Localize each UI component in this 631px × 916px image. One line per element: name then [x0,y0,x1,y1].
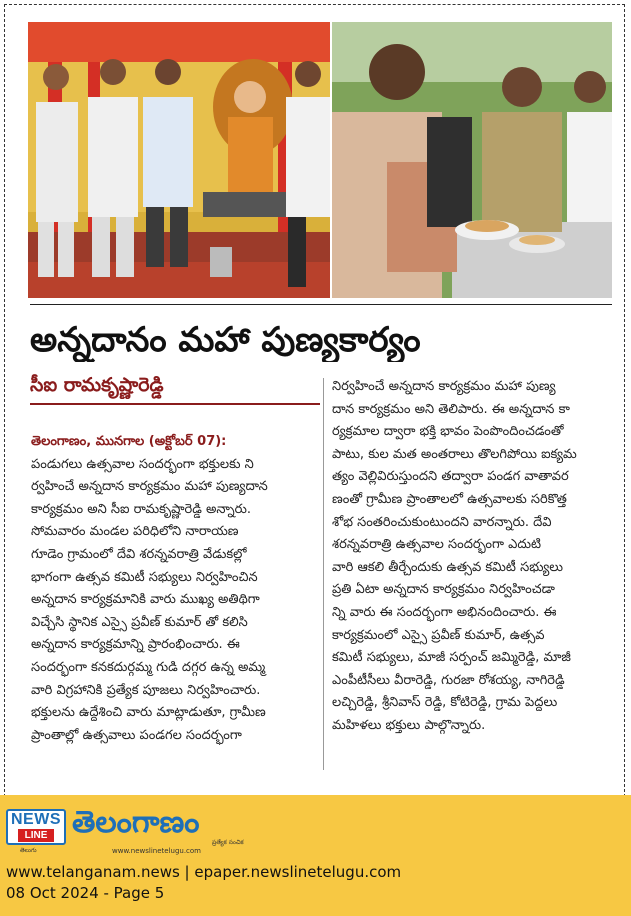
logo-line-text: LINE [18,829,54,842]
body-line: లచ్చిరెడ్డి, శ్రీనివాస్ రెడ్డి, కోటిరెడ్డి, గ్రామ పెద్దలు [332,695,558,711]
footer-bar [0,795,631,916]
byline: సీఐ రామకృష్ణారెడ్డి [30,374,164,396]
logo-subtitle: తెలుగు [20,847,37,854]
article-column-right [332,376,612,738]
footer-date-page: 08 Oct 2024 - Page 5 [6,884,165,902]
publication-name: తెలంగాణం [72,805,200,840]
body-line: భక్తులను ఉద్దేశించి వారు మాట్లాడుతూ, గ్రామీణ [31,705,266,721]
body-line: సోమవారం మండల పరిధిలోని నారాయణ [31,524,239,540]
body-line: విచ్చేసి స్థానిక ఎస్సై ప్రవీణ్ కుమార్ తో కలిసి [31,614,248,630]
food-serving-photo [332,22,612,298]
body-line: శోభ సంతరించుకుంటుందని వారన్నారు. దేవి [332,514,552,530]
body-line: కమిటీ సభ్యులు, మాజీ సర్పంచ్ జమ్మిరెడ్డి, మాజీ [332,650,571,666]
body-line: ణంతో గ్రామీణ ప్రాంతాలలో ఉత్సవాలకు సరికొత్త [332,491,567,507]
body-line: ఎంపీటీసీలు వీరారెడ్డి, గురజా రోశయ్య, నాగిరెడ్డి [332,672,565,688]
festival-photo-image [28,22,330,298]
body-line: దాన కార్యక్రమం అని తెలిపారు. ఈ అన్నదాన కా [332,401,570,417]
body-line: న్ని వారు ఈ సందర్భంగా అభినందించారు. ఈ [332,604,557,620]
dateline: తెలంగాణం, మునగాల (అక్టోబర్ 07): [31,434,227,449]
body-line: నిర్వహించే అన్నదాన కార్యక్రమం మహా పుణ్య [332,379,556,394]
body-line: పండుగలు ఉత్సవాల సందర్భంగా భక్తులకు ని [31,456,254,472]
headline: అన్నదానం మహా పుణ్యకార్యం [30,320,421,360]
body-line: కార్యక్రమంలో ఎస్సై ప్రవీణ్ కుమార్, ఉత్సవ [332,627,545,643]
footer-links[interactable]: www.telanganam.news | epaper.newslinetelugu.com [6,863,402,881]
body-line: పాటు, కుల మత అంతరాలు తొలగిపోయి ఐక్యమ [332,446,577,462]
body-line: త్యం వెల్లివిరుస్తుందని తద్వారా పండగ వాతావర [332,469,569,485]
body-line: వారి ఆకలి తీర్చేందుకు ఉత్సవ కమిటీ సభ్యులు [332,559,563,575]
body-line: సందర్భంగా కనకదుర్గమ్మ గుడి దగ్గర ఉన్న అమ్మ [31,659,266,675]
body-line: భాగంగా ఉత్సవ కమిటీ సభ్యులు నిర్వహించిన [31,569,258,585]
body-line: ర్యక్రమాల ద్వారా భక్తి భావం పెంపొందించడంతో [332,424,564,440]
brand-tagline: ప్రత్యేక సంచిక [212,839,244,846]
body-line: ర్వహించే అన్నదాన కార్యక్రమం మహా పుణ్యదాన [31,479,268,495]
body-line: ప్రాంతాల్లో ఉత్సవాలు పండగల సందర్భంగా [31,727,242,743]
body-line: వారి విగ్రహానికి ప్రత్యేక పూజలు నిర్వహించారు. [31,682,261,698]
body-line: శరన్నవరాత్రి ఉత్సవాల సందర్భంగా ఎదుటి [332,537,542,553]
logo-news-text: NEWS [11,811,61,828]
body-line: అన్నదాన కార్యక్రమాన్ని ప్రారంభించారు. ఈ [31,637,240,653]
newsline-logo[interactable] [6,809,66,845]
column-divider [323,378,324,770]
byline-underline [30,403,320,405]
body-line: కార్యక్రమం అని సీఐ రామకృష్ణారెడ్డి అన్నారు. [31,501,251,517]
body-line: గూడెం గ్రామంలో దేవి శరన్నవరాత్రి వేడుకల్లో [31,546,247,562]
body-line: ప్రతి ఏటా అన్నదాన కార్యక్రమం నిర్వహించడా [332,582,555,598]
festival-photo [28,22,330,298]
body-line: అన్నదాన కార్యక్రమానికి వారు ముఖ్య అతిథిగా [31,592,260,608]
food-serving-photo-image [332,22,612,298]
photo-bottom-rule [30,304,612,305]
body-line: మహిళలు భక్తులు పాల్గొన్నారు. [332,717,486,733]
brand-url[interactable]: www.newslinetelugu.com [112,847,201,855]
article-column-left [31,431,311,747]
